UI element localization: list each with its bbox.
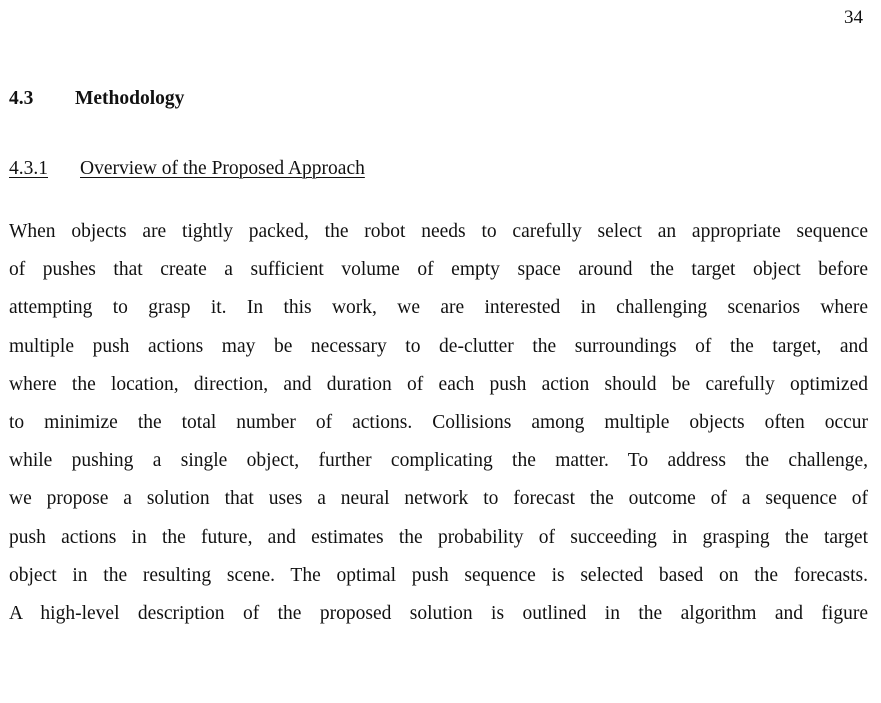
paragraph-line: push actions in the future, and estimates the probability of succeeding in grasping the target xyxy=(9,526,868,548)
subsection-title: Overview of the Proposed Approach xyxy=(80,158,365,179)
subsection-heading xyxy=(9,158,365,180)
section-heading xyxy=(9,88,184,110)
paragraph-line: where the location, direction, and duration of each push action should be carefully optimized xyxy=(9,373,868,395)
section-title: Methodology xyxy=(75,88,185,109)
page-number: 34 xyxy=(844,7,863,28)
paragraph-line: we propose a solution that uses a neural network to forecast the outcome of a sequence of xyxy=(9,488,868,510)
paragraph-line: multiple push actions may be necessary to de-clutter the surroundings of the target, and xyxy=(9,335,868,357)
body-paragraph xyxy=(9,213,868,624)
paragraph-line: of pushes that create a sufficient volume of empty space around the target object before xyxy=(9,259,868,281)
subsection-number: 4.3.1 xyxy=(9,158,48,179)
paragraph-line: to minimize the total number of actions. Collisions among multiple objects often occur xyxy=(9,411,868,433)
section-number: 4.3 xyxy=(9,88,34,109)
paragraph-line: object in the resulting scene. The optimal push sequence is selected based on the forecasts. xyxy=(9,564,868,586)
paragraph-line: A high-level description of the proposed solution is outlined in the algorithm and figure xyxy=(9,602,868,624)
paragraph-line: When objects are tightly packed, the robot needs to carefully select an appropriate sequence xyxy=(9,221,868,242)
paragraph-line: attempting to grasp it. In this work, we are interested in challenging scenarios where xyxy=(9,297,868,319)
paragraph-line: while pushing a single object, further complicating the matter. To address the challenge, xyxy=(9,450,868,472)
